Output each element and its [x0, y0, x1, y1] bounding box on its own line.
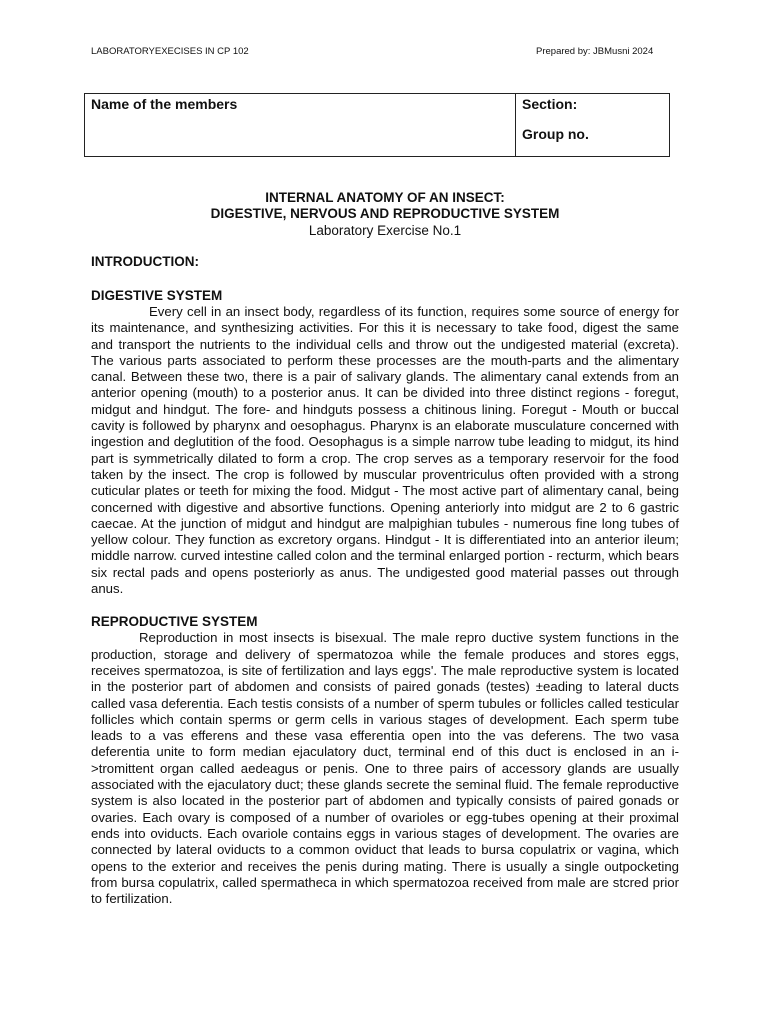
- title-line-1: INTERNAL ANATOMY OF AN INSECT:: [265, 190, 505, 205]
- section-group-cell[interactable]: [516, 94, 670, 157]
- header-prepared-by: Prepared by: JBMusni 2024: [536, 46, 654, 57]
- members-label: Name of the members: [91, 96, 238, 112]
- digestive-paragraph: Every cell in an insect body, regardless of its function, requires some source of energy for its maintenance, and synthesizing activities. For this it is necessary to take food, digest the same and transport the nutrients to the individual cells and throw out the undigested material (excreta). The various parts associated to perform these processes are the mouth-parts and the alimentary canal. Between these two, there is a pair of salivary glands. The alimentary canal extends from an anterior opening (mouth) to a posterior anus. It can be divided into three distinct regions - foregut, midgut and hindgut. The fore- and hindguts possess a chitinous lining. Foregut - Mouth or buccal cavity is followed by pharynx and oesophagus. Pharynx is an elaborate musculature concerned with ingestion and deglutition of the food. Oesophagus is a simple narrow tube leading to midgut, its hind part is symmetrically dilated to form a crop. The crop serves as a temporary reservoir for the food taken by the insect. The crop is followed by muscular proventriculus often provided with a strong cuticular plates or teeth for mixing the food. Midgut - The most active part of alimentary canal, being concerned with digestive and absortive functions. Opening anteriorly into midgut are 2 to 6 gastric caecae. At the junction of midgut and hindgut are malpighian tubules - numerous fine long tubes of yellow colour. They function as excretory organs. Hindgut - It is differentiated into an anterior ileum; middle narrow. curved intestine called colon and the terminal enlarged portion - recturm, which bears six rectal pads and opens posteriorly as anus. The undigested good material passes out through anus.: [91, 304, 679, 597]
- exercise-subtitle: Laboratory Exercise No.1: [308, 223, 462, 238]
- group-label: Group no.: [522, 126, 589, 142]
- document-title-block: [91, 190, 679, 239]
- reproductive-heading: REPRODUCTIVE SYSTEM: [91, 614, 258, 630]
- title-line-2: DIGESTIVE, NERVOUS AND REPRODUCTIVE SYSTEM: [210, 206, 560, 221]
- document-body: [91, 254, 679, 907]
- reproductive-paragraph: Reproduction in most insects is bisexual. The male repro ductive system functions in the production, storage and delivery of spermatozoa while the female produces and stores eggs, receives spermatozoa, is site of fertilization and lays eggs'. The male reproductive system is located in the posterior part of abdomen and consists of paired gonads (testes) ±eading to lateral ducts called vasa deferentia. Each testis consists of a number of sperm tubules or follicles called testicular follicles which contain sperms or germ cells in various stages of development. Each sperm tube leads to a vas efferens and these vasa efferentia open into the vas deferens. The two vasa deferentia unite to form median ejaculatory duct, terminal end of this duct is enclosed in an i->tromittent organ called aedeagus or penis. One to three pairs of accessory glands are usually associated with the ejaculatory duct; these glands secrete the seminal fluid. The female reproductive system is also located in the posterior part of abdomen and typically consists of paired gonads or ovaries. Each ovary is composed of a number of ovarioles or egg-tubes opening at their proximal ends into oviducts. Each ovariole contains eggs in various stages of development. The ovaries are connected by lateral oviducts to a common oviduct that leads to bursa copulatrix or vagina, which opens to the exterior and receives the penis during mating. There is usually a single outpocketing from bursa copulatrix, called spermatheca in which spermatozoa received from male are stcred prior to fertilization.: [91, 630, 679, 907]
- header-course-label: LABORATORYEXECISES IN CP 102: [91, 46, 249, 57]
- introduction-heading: INTRODUCTION:: [91, 254, 199, 269]
- digestive-heading: DIGESTIVE SYSTEM: [91, 288, 223, 303]
- section-label: Section:: [522, 96, 578, 112]
- member-info-table: [84, 93, 670, 157]
- members-cell[interactable]: [85, 94, 516, 157]
